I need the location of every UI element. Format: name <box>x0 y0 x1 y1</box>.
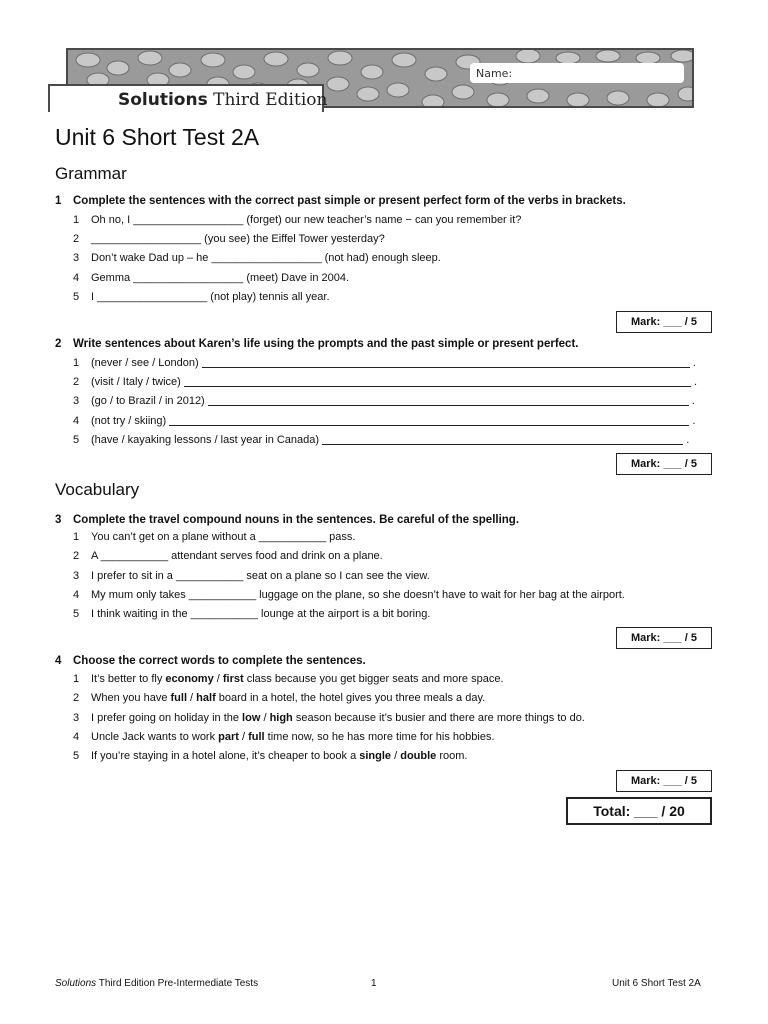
q1-item: 3 Don’t wake Dad up – he __________________ (not had) enough sleep. <box>73 252 441 264</box>
page-title: Unit 6 Short Test 2A <box>55 124 260 150</box>
q3-item: 5 I think waiting in the ___________ lounge at the airport is a bit boring. <box>73 608 431 620</box>
brand-logo <box>118 90 327 110</box>
question-4-instruction: 4 Choose the correct words to complete the sentences. <box>55 655 366 667</box>
answer-line[interactable] <box>184 386 691 387</box>
q1-mark-box: Mark: ___ / 5 <box>616 311 712 333</box>
q4-item: 1 It’s better to fly economy / first class because you get bigger seats and more space. <box>73 673 504 685</box>
q4-item: 5 If you’re staying in a hotel alone, it’s cheaper to book a single / double room. <box>73 750 468 762</box>
q2-item: 1 (never / see / London) . <box>73 357 696 369</box>
option-word[interactable]: high <box>269 712 293 724</box>
q3-item: 3 I prefer to sit in a ___________ seat on a plane so I can see the view. <box>73 570 430 582</box>
q2-item: 5 (have / kayaking lessons / last year in Canada) . <box>73 434 690 446</box>
q1-item: 2 __________________ (you see) the Eiffel Tower yesterday? <box>73 233 385 245</box>
q2-mark-box: Mark: ___ / 5 <box>616 453 712 475</box>
q2-item: 4 (not try / skiing) . <box>73 415 696 427</box>
q3-item: 4 My mum only takes ___________ luggage on the plane, so she doesn’t have to wait for her bag at the airport. <box>73 589 625 601</box>
answer-line[interactable] <box>202 367 690 368</box>
question-1-instruction: 1 Complete the sentences with the correct past simple or present perfect form of the verbs in brackets. <box>55 195 626 207</box>
answer-line[interactable] <box>322 444 683 445</box>
q1-item: 1 Oh no, I __________________ (forget) our new teacher’s name − can you remember it? <box>73 214 522 226</box>
brand-bold: Solutions <box>118 90 208 110</box>
option-word[interactable]: double <box>400 750 437 762</box>
q4-item: 2 When you have full / half board in a hotel, the hotel gives you three meals a day. <box>73 692 486 704</box>
footer-right: Unit 6 Short Test 2A <box>612 978 701 989</box>
option-word[interactable]: half <box>196 692 216 704</box>
q3-mark-box: Mark: ___ / 5 <box>616 627 712 649</box>
question-2-instruction: 2 Write sentences about Karen’s life using the prompts and the past simple or present perfect. <box>55 338 579 350</box>
q3-item: 2 A ___________ attendant serves food and drink on a plane. <box>73 550 383 562</box>
q2-item: 2 (visit / Italy / twice) . <box>73 376 698 388</box>
section-vocabulary: Vocabulary <box>55 480 140 499</box>
option-word[interactable]: economy <box>165 673 214 685</box>
q3-item: 1 You can’t get on a plane without a ___________ pass. <box>73 531 356 543</box>
option-word[interactable]: full <box>170 692 187 704</box>
page-number: 1 <box>371 978 377 989</box>
brand-rest: Third Edition <box>213 90 328 110</box>
q4-mark-box: Mark: ___ / 5 <box>616 770 712 792</box>
footer-left: Solutions Third Edition Pre-Intermediate Tests <box>55 978 259 989</box>
q4-item: 4 Uncle Jack wants to work part / full time now, so he has more time for his hobbies. <box>73 731 495 743</box>
option-word[interactable]: part <box>218 731 239 743</box>
option-word[interactable]: full <box>248 731 265 743</box>
q2-item: 3 (go / to Brazil / in 2012) . <box>73 395 695 407</box>
answer-line[interactable] <box>208 405 689 406</box>
option-word[interactable]: first <box>222 673 244 685</box>
name-label: Name: <box>476 67 513 80</box>
option-word[interactable]: single <box>359 750 392 762</box>
option-word[interactable]: low <box>242 712 261 724</box>
q1-item: 5 I __________________ (not play) tennis all year. <box>73 291 330 303</box>
answer-line[interactable] <box>169 425 689 426</box>
question-3-instruction: 3 Complete the travel compound nouns in the sentences. Be careful of the spelling. <box>55 514 520 526</box>
section-grammar: Grammar <box>55 164 127 183</box>
total-score-box: Total: ___ / 20 <box>566 797 712 825</box>
q1-item: 4 Gemma __________________ (meet) Dave in 2004. <box>73 272 350 284</box>
q4-item: 3 I prefer going on holiday in the low / high season because it’s busier and there are more things to do. <box>73 712 585 724</box>
